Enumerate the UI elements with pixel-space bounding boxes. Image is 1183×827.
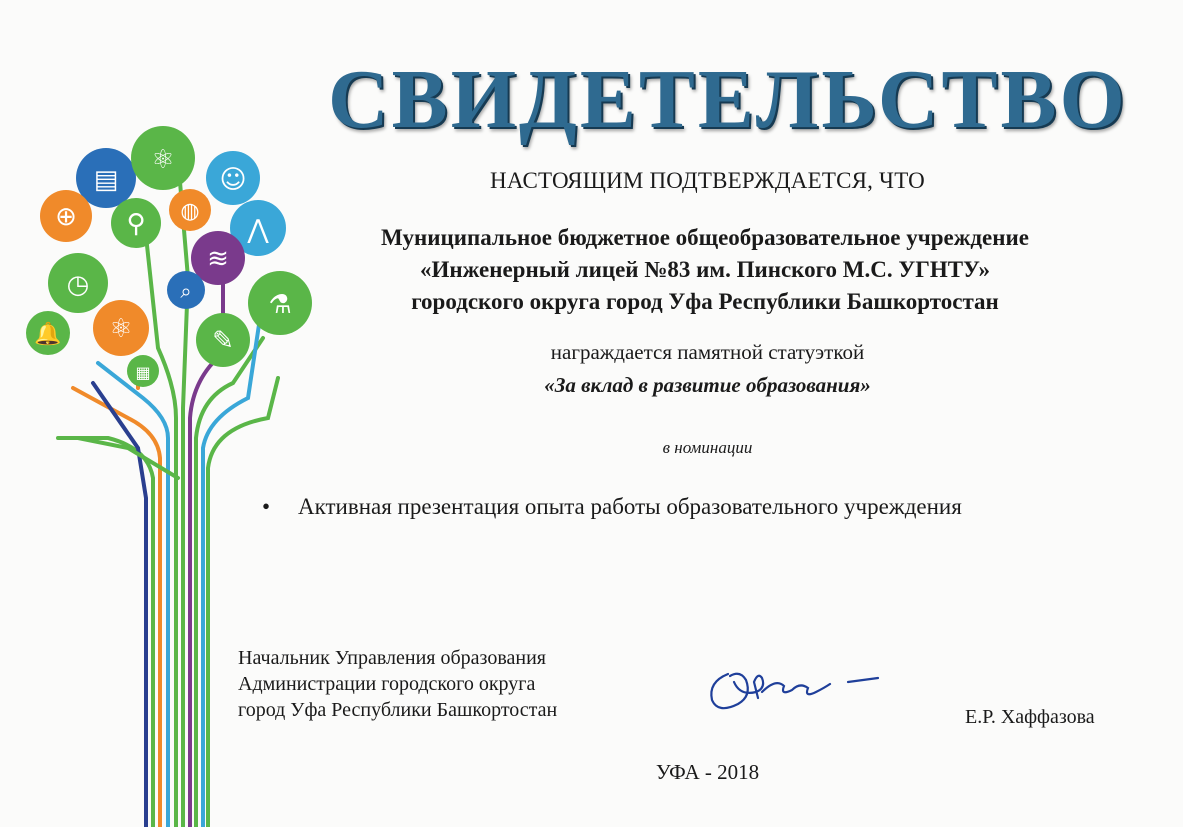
pencil-icon [196,313,250,367]
signer-name: Е.Р. Хаффазова [965,706,1095,728]
svg-text:⊕: ⊕ [55,202,77,232]
nomination-label: в номинации [662,438,753,457]
signer-line: город Уфа Республики Башкортостан [238,699,558,721]
svg-text:⚛: ⚛ [151,145,175,175]
handwritten-signature [700,652,890,722]
svg-text:⋀: ⋀ [247,215,269,245]
calculator-icon [127,355,159,387]
svg-text:◍: ◍ [180,199,200,224]
org-line: Муниципальное бюджетное общеобразовательное учреждение [381,225,1029,250]
bell-icon [26,311,70,355]
certificate-title: СВИДЕТЕЛЬСТВО [328,53,1128,146]
award-name: «За вклад в развитие образования» [544,373,871,397]
signer-title [238,645,638,723]
globe-icon [40,190,92,242]
magnifier-icon [111,198,161,248]
web-globe-icon [169,189,211,231]
signer-line: Администрации городского округа [238,673,536,695]
awarded-text: награждается памятной статуэткой [550,340,865,364]
telescope-icon [167,271,205,309]
nomination-item [262,494,1122,520]
svg-text:✎: ✎ [212,326,234,356]
svg-text:⚗: ⚗ [268,290,292,320]
svg-text:◷: ◷ [66,270,90,300]
svg-text:▦: ▦ [135,363,151,382]
confirmation-text: НАСТОЯЩИМ ПОДТВЕРЖДАЕТСЯ, ЧТО [490,168,925,193]
person-icon [206,151,260,205]
city-year: УФА - 2018 [655,760,760,784]
svg-text:▤: ▤ [93,165,119,195]
svg-text:⚛: ⚛ [109,314,133,344]
org-line: городского округа город Уфа Республики Башкортостан [411,289,999,314]
bullet-marker: • [262,494,271,519]
organization-name [300,222,1110,318]
atom-small-icon [93,300,149,356]
clock-icon [48,253,108,313]
svg-text:≋: ≋ [207,244,229,274]
svg-text:⌕: ⌕ [180,279,192,303]
org-line: «Инженерный лицей №83 им. Пинского М.С. УГНТУ» [419,257,990,282]
atom-icon [131,126,195,190]
signer-line: Начальник Управления образования [238,647,546,669]
svg-text:☺: ☺ [219,165,247,195]
svg-text:🔔: 🔔 [34,322,62,347]
nomination-text: Активная презентация опыта работы образовательного учреждения [298,494,962,519]
svg-text:⚲: ⚲ [126,209,146,239]
